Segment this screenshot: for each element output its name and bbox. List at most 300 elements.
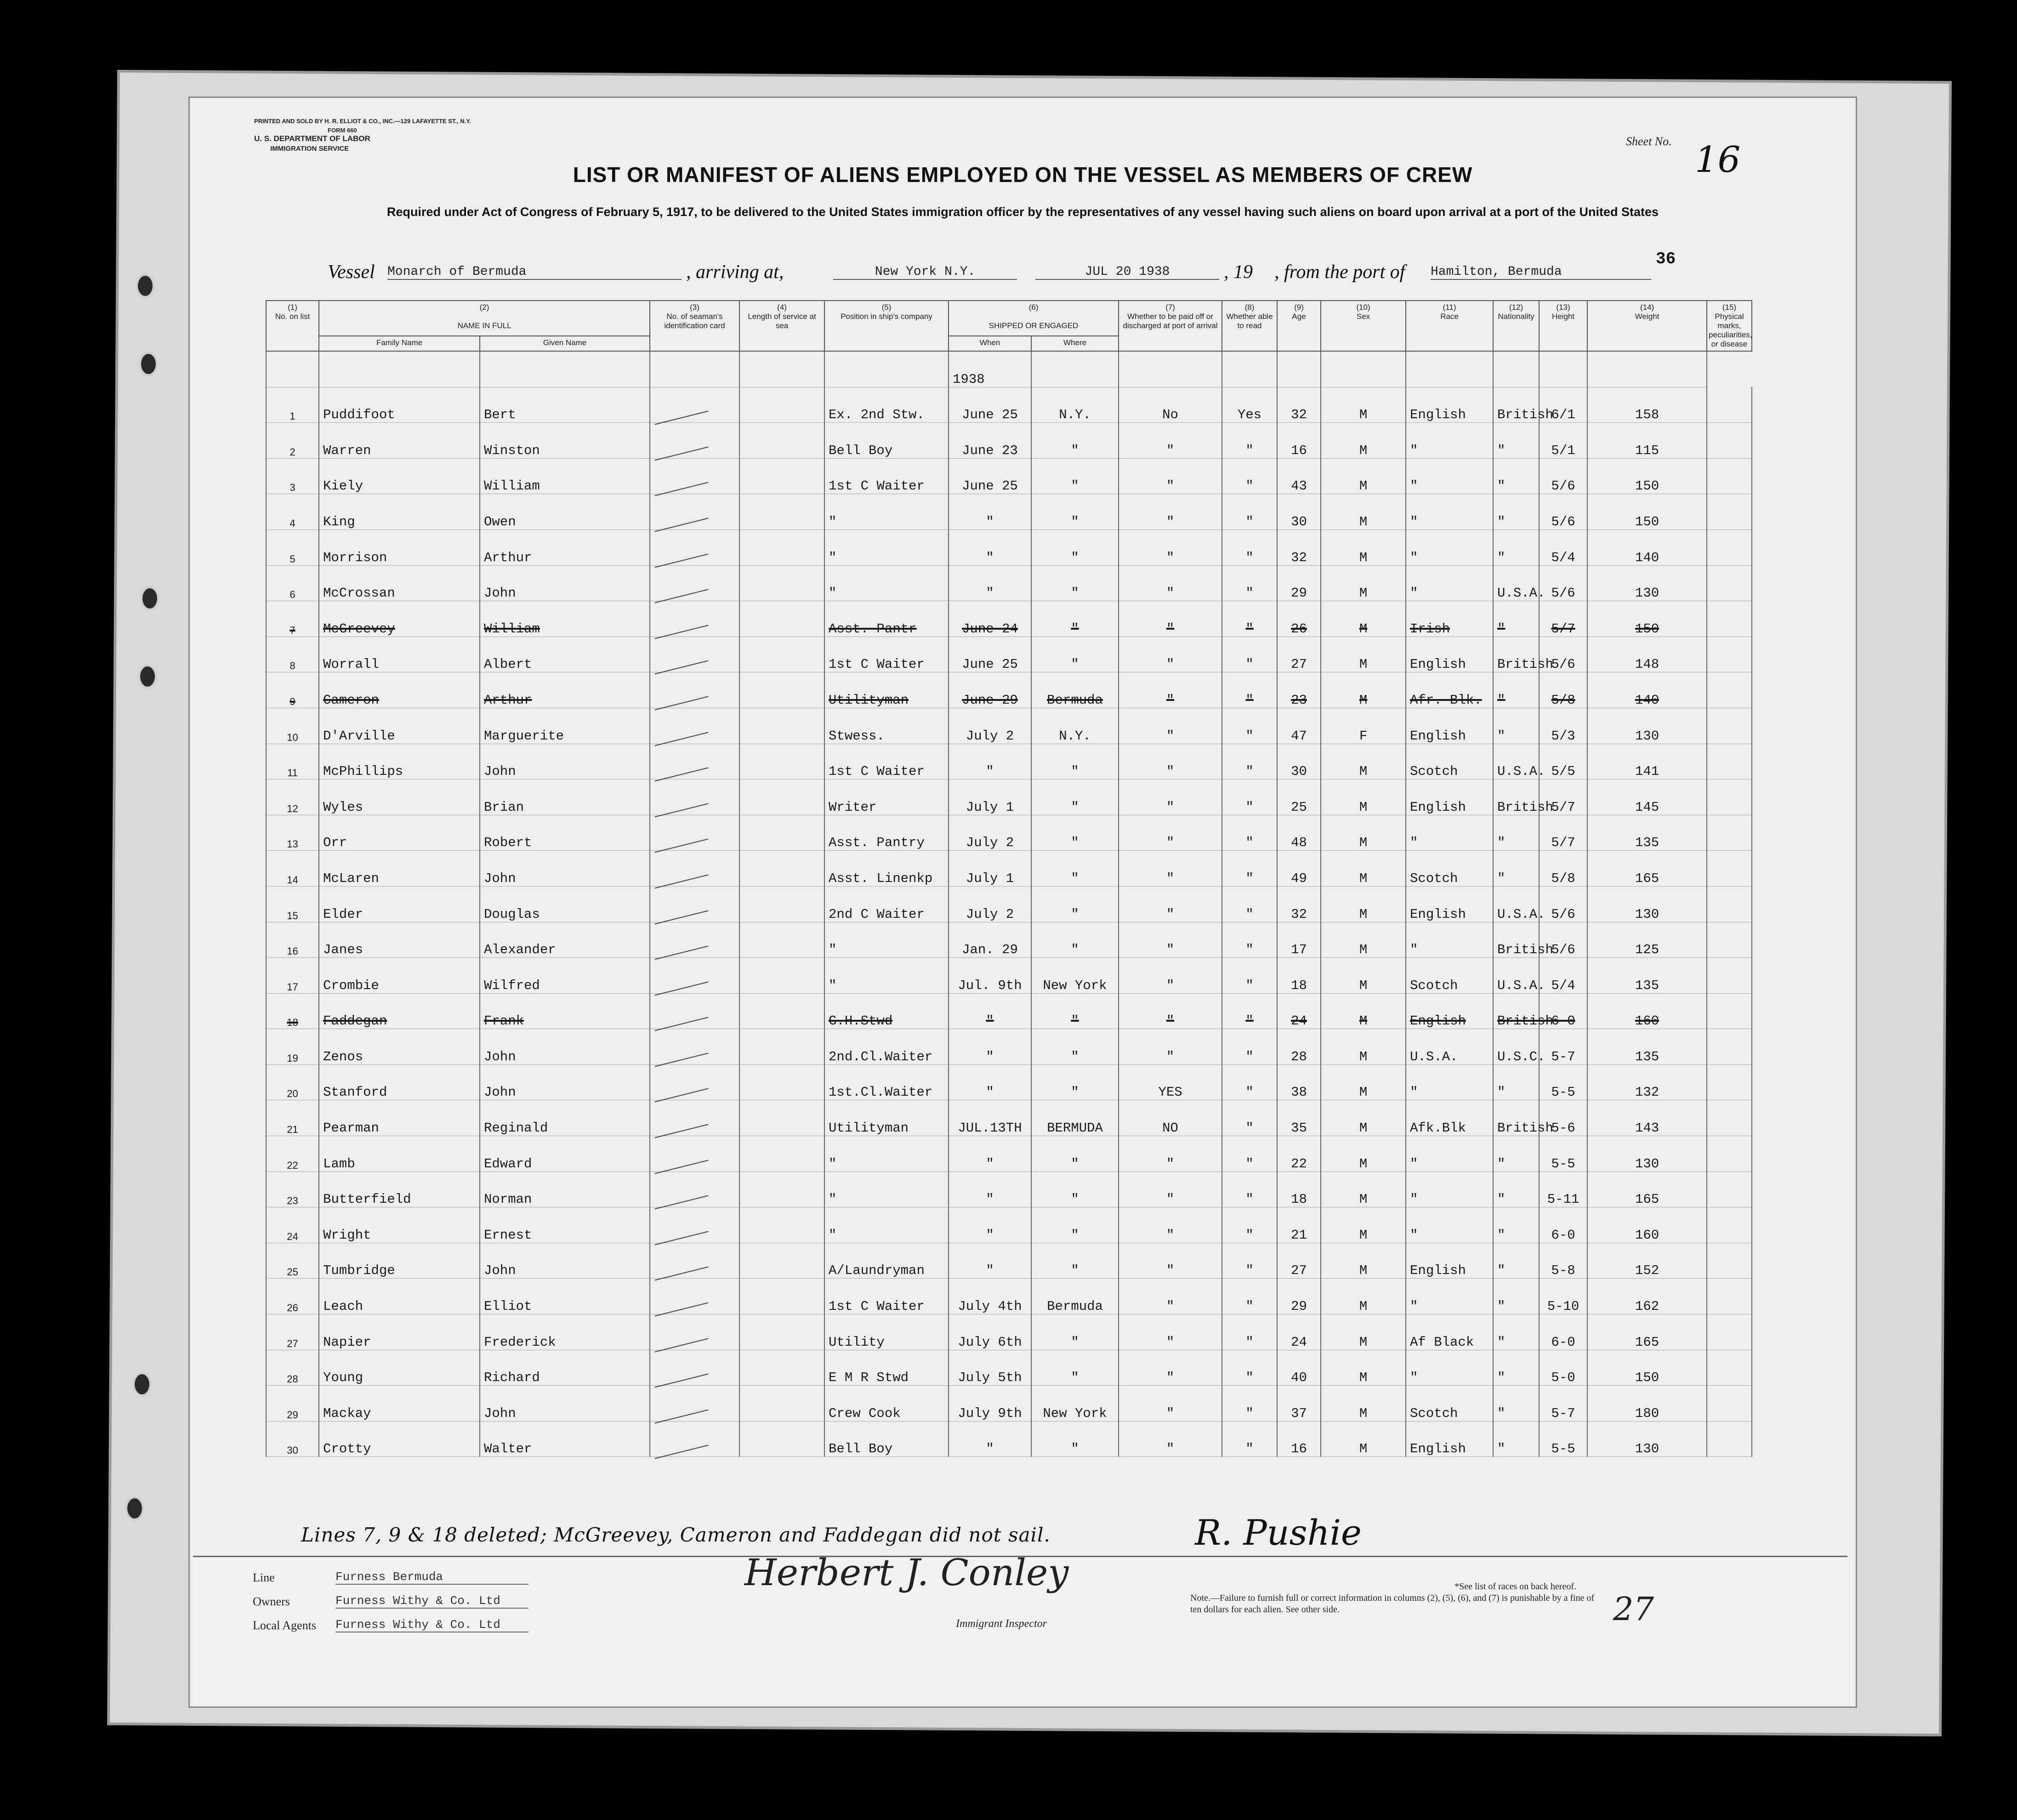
from-label: , from the port of (1274, 262, 1405, 283)
nationality-cell: " (1493, 1386, 1539, 1422)
shipped-when: " (949, 1421, 1031, 1457)
id-card-cell (650, 565, 739, 601)
able-to-read: " (1222, 922, 1277, 958)
nationality-cell: " (1493, 458, 1539, 494)
table-row (266, 993, 1752, 1029)
sex-cell: M (1321, 851, 1406, 887)
sex-cell: M (1321, 1064, 1406, 1100)
family-name: Napier (319, 1314, 480, 1350)
id-card-cell (650, 886, 739, 922)
physical-marks-cell (1707, 993, 1752, 1029)
row-number: 26 (266, 1279, 319, 1314)
id-card-cell (650, 1243, 739, 1279)
col-read: (8) Whether able to read (1222, 301, 1277, 351)
position-cell: " (824, 1172, 949, 1207)
nationality-cell: " (1493, 1314, 1539, 1350)
nationality-cell: " (1493, 851, 1539, 887)
id-card-cell (650, 708, 739, 744)
sex-cell: M (1321, 494, 1406, 530)
shipped-where: N.Y. (1031, 387, 1119, 423)
given-name: Norman (480, 1172, 650, 1207)
service-length-cell (739, 779, 824, 815)
physical-marks-cell (1707, 1421, 1752, 1457)
able-to-read: " (1222, 1136, 1277, 1172)
shipped-where: New York (1031, 958, 1119, 994)
sex-cell: M (1321, 1350, 1406, 1386)
race-cell: Scotch (1406, 958, 1493, 994)
able-to-read: " (1222, 1064, 1277, 1100)
from-port: Hamilton, Bermuda (1431, 265, 1651, 280)
shipped-where: " (1031, 1064, 1119, 1100)
height-cell: 6/1 (1539, 387, 1587, 423)
weight-cell: 130 (1587, 886, 1707, 922)
nationality-cell: British (1493, 922, 1539, 958)
sex-cell: M (1321, 1136, 1406, 1172)
sex-cell: M (1321, 993, 1406, 1029)
nationality-cell: British (1493, 637, 1539, 672)
family-name: Orr (319, 815, 480, 851)
weight-cell: 125 (1587, 922, 1707, 958)
age-cell: 18 (1277, 1172, 1321, 1207)
physical-marks-cell (1707, 1243, 1752, 1279)
paid-off-cell: " (1119, 815, 1222, 851)
service-length-cell (739, 637, 824, 672)
row-number: 16 (266, 922, 319, 958)
shipped-where: " (1031, 1136, 1119, 1172)
pen-tick-mark (655, 1445, 709, 1459)
paid-off-cell: " (1119, 1421, 1222, 1457)
row-number: 27 (266, 1314, 319, 1350)
given-name: Alexander (480, 922, 650, 958)
weight-cell: 150 (1587, 601, 1707, 637)
race-cell: Af Black (1406, 1314, 1493, 1350)
shipped-where: Bermuda (1031, 672, 1119, 708)
able-to-read: " (1222, 815, 1277, 851)
weight-cell: 150 (1587, 494, 1707, 530)
col-weight: (14) Weight (1587, 301, 1707, 351)
height-cell: 5/7 (1539, 815, 1587, 851)
height-cell: 5/8 (1539, 672, 1587, 708)
sex-cell: M (1321, 387, 1406, 423)
sex-cell: M (1321, 1279, 1406, 1314)
race-cell: " (1406, 458, 1493, 494)
age-cell: 32 (1277, 886, 1321, 922)
row-number: 29 (266, 1386, 319, 1422)
weight-cell: 165 (1587, 851, 1707, 887)
family-name: Young (319, 1350, 480, 1386)
col-id-card: (3) No. of seaman's identification card (650, 301, 739, 351)
sex-cell: M (1321, 1386, 1406, 1422)
given-name: Marguerite (480, 708, 650, 744)
service-length-cell (739, 601, 824, 637)
shipped-where: " (1031, 565, 1119, 601)
shipped-where: " (1031, 1172, 1119, 1207)
family-name: Leach (319, 1279, 480, 1314)
table-row (266, 1279, 1752, 1314)
row-number: 22 (266, 1136, 319, 1172)
row-number: 12 (266, 779, 319, 815)
weight-cell: 140 (1587, 672, 1707, 708)
race-cell: Scotch (1406, 1386, 1493, 1422)
given-name: Winston (480, 423, 650, 459)
shipped-where: N.Y. (1031, 708, 1119, 744)
position-cell: Asst. Linenkp (824, 851, 949, 887)
table-row (266, 672, 1752, 708)
service-length-cell (739, 529, 824, 565)
weight-cell: 141 (1587, 744, 1707, 779)
able-to-read: " (1222, 958, 1277, 994)
shipped-when: " (949, 1207, 1031, 1243)
sex-cell: M (1321, 744, 1406, 779)
position-cell: Utilityman (824, 1100, 949, 1136)
punch-hole (136, 273, 155, 298)
paid-off-cell: " (1119, 851, 1222, 887)
table-row (266, 708, 1752, 744)
shipped-when: June 25 (949, 637, 1031, 672)
col-given-name: Given Name (480, 336, 650, 351)
family-name: McLaren (319, 851, 480, 887)
shipped-when: " (949, 1136, 1031, 1172)
family-name: Warren (319, 423, 480, 459)
paid-off-cell: " (1119, 1386, 1222, 1422)
able-to-read: " (1222, 779, 1277, 815)
family-name: Crotty (319, 1421, 480, 1457)
sex-cell: M (1321, 922, 1406, 958)
service-length-cell (739, 744, 824, 779)
note-failure: Note.—Failure to furnish full or correct information in columns (2), (5), (6), and (7) is punishable by a fine of ten dollars for each alien. See other side. (1190, 1593, 1595, 1615)
family-name: Butterfield (319, 1172, 480, 1207)
given-name: William (480, 601, 650, 637)
shipped-where: " (1031, 993, 1119, 1029)
table-row (266, 1386, 1752, 1422)
table-row (266, 1421, 1752, 1457)
able-to-read: " (1222, 1243, 1277, 1279)
position-cell: 1st C Waiter (824, 637, 949, 672)
physical-marks-cell (1707, 565, 1752, 601)
race-cell: Scotch (1406, 851, 1493, 887)
weight-cell: 130 (1587, 1136, 1707, 1172)
shipped-when: " (949, 993, 1031, 1029)
family-name: Kiely (319, 458, 480, 494)
shipped-where: " (1031, 886, 1119, 922)
weight-cell: 132 (1587, 1064, 1707, 1100)
physical-marks-cell (1707, 601, 1752, 637)
sex-cell: M (1321, 637, 1406, 672)
family-name: McCrossan (319, 565, 480, 601)
printer-line: PRINTED AND SOLD BY H. R. ELLIOT & CO., INC.—129 LAFAYETTE ST., N.Y. (254, 118, 471, 125)
given-name: Brian (480, 779, 650, 815)
race-cell: " (1406, 1350, 1493, 1386)
shipped-where: " (1031, 744, 1119, 779)
paid-off-cell: YES (1119, 1064, 1222, 1100)
table-row (266, 779, 1752, 815)
shipped-when: JUL.13TH (949, 1100, 1031, 1136)
physical-marks-cell (1707, 423, 1752, 459)
position-cell: Crew Cook (824, 1386, 949, 1422)
family-name: McGreevey (319, 601, 480, 637)
age-cell: 35 (1277, 1100, 1321, 1136)
id-card-cell (650, 423, 739, 459)
height-cell: 5-7 (1539, 1029, 1587, 1065)
physical-marks-cell (1707, 637, 1752, 672)
id-card-cell (650, 637, 739, 672)
position-cell: " (824, 494, 949, 530)
height-cell: 5/6 (1539, 922, 1587, 958)
physical-marks-cell (1707, 1100, 1752, 1136)
sex-cell: M (1321, 886, 1406, 922)
position-cell: Writer (824, 779, 949, 815)
table-row (266, 922, 1752, 958)
age-cell: 28 (1277, 1029, 1321, 1065)
weight-cell: 143 (1587, 1100, 1707, 1136)
able-to-read: " (1222, 708, 1277, 744)
height-cell: 5/4 (1539, 529, 1587, 565)
sex-cell: M (1321, 779, 1406, 815)
age-cell: 49 (1277, 851, 1321, 887)
id-card-cell (650, 1100, 739, 1136)
family-name: Wright (319, 1207, 480, 1243)
race-cell: English (1406, 637, 1493, 672)
age-cell: 22 (1277, 1136, 1321, 1172)
table-row (266, 1064, 1752, 1100)
shipped-when: " (949, 565, 1031, 601)
id-card-cell (650, 601, 739, 637)
age-cell: 47 (1277, 708, 1321, 744)
sex-cell: M (1321, 601, 1406, 637)
race-cell: " (1406, 922, 1493, 958)
position-cell: G.H.Stwd (824, 993, 949, 1029)
table-row (266, 1207, 1752, 1243)
race-cell: English (1406, 1243, 1493, 1279)
race-cell: " (1406, 529, 1493, 565)
id-card-cell (650, 1136, 739, 1172)
race-cell: English (1406, 708, 1493, 744)
row-number: 23 (266, 1172, 319, 1207)
id-card-cell (650, 1172, 739, 1207)
inspector-label: Immigrant Inspector (956, 1618, 1047, 1630)
height-cell: 5-5 (1539, 1136, 1587, 1172)
given-name: Ernest (480, 1207, 650, 1243)
id-card-cell (650, 1421, 739, 1457)
family-name: McPhillips (319, 744, 480, 779)
table-row (266, 1172, 1752, 1207)
weight-cell: 135 (1587, 1029, 1707, 1065)
able-to-read: " (1222, 672, 1277, 708)
shipped-when: " (949, 1029, 1031, 1065)
physical-marks-cell (1707, 958, 1752, 994)
table-row (266, 494, 1752, 530)
sex-cell: M (1321, 529, 1406, 565)
arriving-port: New York N.Y. (833, 265, 1017, 280)
paid-off-cell: " (1119, 565, 1222, 601)
id-card-cell (650, 993, 739, 1029)
position-cell: Stwess. (824, 708, 949, 744)
row-number: 20 (266, 1064, 319, 1100)
service-length-cell (739, 423, 824, 459)
given-name: Frederick (480, 1314, 650, 1350)
sex-cell: M (1321, 565, 1406, 601)
physical-marks-cell (1707, 922, 1752, 958)
age-cell: 26 (1277, 601, 1321, 637)
nationality-cell: " (1493, 1421, 1539, 1457)
shipped-where: " (1031, 1029, 1119, 1065)
service-length-cell (739, 672, 824, 708)
col-race: (11) Race (1406, 301, 1493, 351)
paid-off-cell: " (1119, 958, 1222, 994)
given-name: Douglas (480, 886, 650, 922)
col-age: (9) Age (1277, 301, 1321, 351)
given-name: John (480, 744, 650, 779)
punch-hole (125, 1496, 144, 1521)
nationality-cell: " (1493, 423, 1539, 459)
race-cell: Afr. Blk. (1406, 672, 1493, 708)
paid-off-cell: " (1119, 1243, 1222, 1279)
weight-cell: 130 (1587, 565, 1707, 601)
note-races: *See list of races on back hereof. (1455, 1581, 1576, 1592)
physical-marks-cell (1707, 851, 1752, 887)
nationality-cell: " (1493, 1279, 1539, 1314)
height-cell: 6-0 (1539, 1207, 1587, 1243)
table-row (266, 601, 1752, 637)
id-card-cell (650, 1029, 739, 1065)
table-row (266, 565, 1752, 601)
weight-cell: 135 (1587, 958, 1707, 994)
service-length-cell (739, 958, 824, 994)
given-name: William (480, 458, 650, 494)
shipped-when: July 1 (949, 851, 1031, 887)
able-to-read: Yes (1222, 387, 1277, 423)
id-card-cell (650, 779, 739, 815)
able-to-read: " (1222, 423, 1277, 459)
able-to-read: " (1222, 1172, 1277, 1207)
shipped-where: " (1031, 815, 1119, 851)
height-cell: 5/6 (1539, 565, 1587, 601)
family-name: King (319, 494, 480, 530)
shipped-where: " (1031, 601, 1119, 637)
age-cell: 38 (1277, 1064, 1321, 1100)
race-cell: English (1406, 779, 1493, 815)
shipped-when: July 9th (949, 1386, 1031, 1422)
family-name: Stanford (319, 1064, 480, 1100)
race-cell: Scotch (1406, 744, 1493, 779)
shipped-when: June 25 (949, 458, 1031, 494)
row-number: 21 (266, 1100, 319, 1136)
position-cell: Ex. 2nd Stw. (824, 387, 949, 423)
family-name: Tumbridge (319, 1243, 480, 1279)
paid-off-cell: " (1119, 1279, 1222, 1314)
sex-cell: M (1321, 1100, 1406, 1136)
shipped-where: " (1031, 423, 1119, 459)
given-name: Robert (480, 815, 650, 851)
service-length-cell (739, 993, 824, 1029)
paid-off-cell: " (1119, 993, 1222, 1029)
vessel-label: Vessel (328, 262, 375, 283)
family-name: Elder (319, 886, 480, 922)
race-cell: " (1406, 815, 1493, 851)
nationality-cell: British (1493, 387, 1539, 423)
physical-marks-cell (1707, 1207, 1752, 1243)
nationality-cell: " (1493, 1350, 1539, 1386)
col-where: Where (1031, 336, 1119, 351)
id-card-cell (650, 958, 739, 994)
row-number: 9 (266, 672, 319, 708)
able-to-read: " (1222, 1314, 1277, 1350)
nationality-cell: " (1493, 494, 1539, 530)
id-card-cell (650, 744, 739, 779)
weight-cell: 130 (1587, 1421, 1707, 1457)
weight-cell: 135 (1587, 815, 1707, 851)
able-to-read: " (1222, 744, 1277, 779)
able-to-read: " (1222, 458, 1277, 494)
race-cell: U.S.A. (1406, 1029, 1493, 1065)
age-cell: 30 (1277, 494, 1321, 530)
physical-marks-cell (1707, 708, 1752, 744)
service-length-cell (739, 1279, 824, 1314)
line-label: Line (253, 1571, 275, 1584)
position-cell: " (824, 958, 949, 994)
shipped-where: " (1031, 779, 1119, 815)
service-length-cell (739, 1136, 824, 1172)
paid-off-cell: " (1119, 529, 1222, 565)
row-number: 1 (266, 387, 319, 423)
weight-cell: 145 (1587, 779, 1707, 815)
service-length-cell (739, 1100, 824, 1136)
position-cell: " (824, 565, 949, 601)
position-cell: Asst. Pantr (824, 601, 949, 637)
height-cell: 5/5 (1539, 744, 1587, 779)
sex-cell: M (1321, 1314, 1406, 1350)
weight-cell: 115 (1587, 423, 1707, 459)
manifest-sheet (188, 97, 1857, 1708)
position-cell: Bell Boy (824, 423, 949, 459)
sheet-number: 16 (1695, 139, 1741, 181)
service-length-cell (739, 1314, 824, 1350)
physical-marks-cell (1707, 1314, 1752, 1350)
punch-hole (139, 352, 158, 376)
service-length-cell (739, 387, 824, 423)
punch-hole (140, 586, 159, 611)
shipped-where: " (1031, 458, 1119, 494)
physical-marks-cell (1707, 387, 1752, 423)
table-row (266, 886, 1752, 922)
service-length-cell (739, 1064, 824, 1100)
arriving-label: , arriving at, (686, 262, 784, 283)
family-name: Zenos (319, 1029, 480, 1065)
position-cell: Utilityman (824, 672, 949, 708)
nationality-cell: U.S.A. (1493, 744, 1539, 779)
position-cell: Asst. Pantry (824, 815, 949, 851)
position-cell: 1st C Waiter (824, 458, 949, 494)
weight-cell: 165 (1587, 1314, 1707, 1350)
given-name: John (480, 565, 650, 601)
paid-off-cell: " (1119, 1136, 1222, 1172)
height-cell: 5-7 (1539, 1386, 1587, 1422)
page-subtitle: Required under Act of Congress of February 5, 1917, to be delivered to the United States immigration officer by the representatives of any vessel having such aliens on board upon arrival at a port of the United States (386, 205, 1659, 219)
shipped-when: " (949, 1064, 1031, 1100)
sex-cell: F (1321, 708, 1406, 744)
height-cell: 5-0 (1539, 1350, 1587, 1386)
weight-cell: 162 (1587, 1279, 1707, 1314)
table-row (266, 637, 1752, 672)
position-cell: 1st C Waiter (824, 1279, 949, 1314)
id-card-cell (650, 494, 739, 530)
shipped-when: " (949, 1172, 1031, 1207)
purser-signature: R. Pushie (1195, 1512, 1362, 1553)
crew-table (266, 300, 1752, 1457)
position-cell: 1st C Waiter (824, 744, 949, 779)
shipped-when: " (949, 1243, 1031, 1279)
height-cell: 6-0 (1539, 1314, 1587, 1350)
